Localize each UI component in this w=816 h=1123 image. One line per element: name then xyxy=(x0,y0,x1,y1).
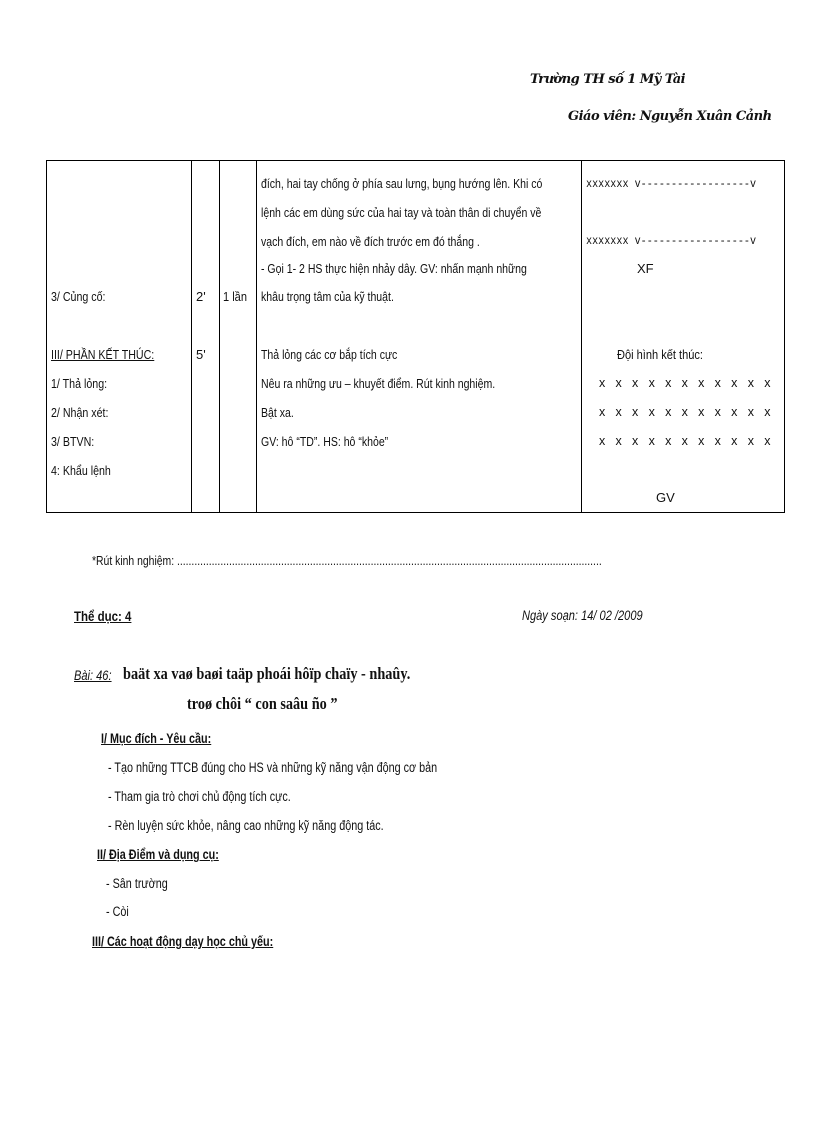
teacher-name: Giáo viên: Nguyễn Xuân Cảnh xyxy=(568,109,772,124)
list-item: 2/ Nhận xét: xyxy=(51,405,109,420)
content-line: Nêu ra những ưu – khuyết điểm. Rút kinh nghiệm. xyxy=(261,376,496,391)
cung-co-reps: 1 lần xyxy=(223,289,247,304)
content-line: đích, hai tay chống ở phía sau lưng, bụng hướng lên. Khi có xyxy=(261,176,543,191)
list-item: - Rèn luyện sức khỏe, nâng cao những kỹ năng động tác. xyxy=(108,818,384,833)
formation-title: Đội hình kết thúc: xyxy=(617,347,703,362)
gv-marker: GV xyxy=(656,490,675,505)
list-item: 3/ BTVN: xyxy=(51,434,95,449)
section-hoat-dong: III/ Các hoạt động dạy học chủ yếu: xyxy=(92,934,274,949)
lesson-title-line2: troø chôi “ con saâu ño ” xyxy=(187,694,338,713)
experience-line: *Rút kinh nghiệm: ................................................................................................................................................... xyxy=(92,553,602,568)
formation-row: x x x x x x x x x x x xyxy=(599,376,774,390)
bai-label: Bài: 46: xyxy=(74,668,112,683)
table-divider xyxy=(191,161,192,512)
formation-row: x x x x x x x x x x x xyxy=(599,434,774,448)
section-muc-dich: I/ Mục đích - Yêu cầu: xyxy=(101,731,212,746)
table-divider xyxy=(219,161,220,512)
cung-co-time: 2' xyxy=(196,289,206,304)
content-line: - Gọi 1- 2 HS thực hiện nhảy dây. GV: nhấn mạnh những xyxy=(261,261,527,276)
ket-thuc-time: 5' xyxy=(196,347,206,362)
race-formation-row: xxxxxxx v------------------v xyxy=(586,178,757,191)
table-divider xyxy=(581,161,582,512)
content-line: Bật xa. xyxy=(261,405,294,420)
table-divider xyxy=(256,161,257,512)
subject-label: Thể dục: 4 xyxy=(74,608,132,624)
list-item: - Tạo những TTCB đúng cho HS và những kỹ năng vận động cơ bản xyxy=(108,760,438,775)
content-line: lệnh các em dùng sức của hai tay và toàn thân di chuyển về xyxy=(261,205,542,220)
cung-co-label: 3/ Củng cố: xyxy=(51,289,106,304)
formation-row: x x x x x x x x x x x xyxy=(599,405,774,419)
lesson-title-line1: baät xa vaø baøi taäp phoái hôïp chaïy - nhaûy. xyxy=(123,664,411,683)
content-line: Thả lỏng các cơ bắp tích cực xyxy=(261,347,398,362)
lesson-table xyxy=(46,160,785,513)
list-item: - Tham gia trò chơi chủ động tích cực. xyxy=(108,789,291,804)
content-line: GV: hô “TD”. HS: hô “khỏe” xyxy=(261,434,389,449)
xf-marker: XF xyxy=(637,261,654,276)
list-item: - Sân trường xyxy=(106,876,168,891)
list-item: 1/ Thả lỏng: xyxy=(51,376,108,391)
date-label: Ngày soạn: 14/ 02 /2009 xyxy=(522,608,643,623)
list-item: - Còi xyxy=(106,904,129,919)
race-formation-row: xxxxxxx v------------------v xyxy=(586,235,757,248)
section-ket-thuc: III/ PHẦN KẾT THÚC: xyxy=(51,347,155,362)
list-item: 4: Khẩu lệnh xyxy=(51,463,111,478)
content-line: khâu trọng tâm của kỹ thuật. xyxy=(261,289,394,304)
section-dia-diem: II/ Địa Điểm và dụng cụ: xyxy=(97,847,219,862)
content-line: vạch đích, em nào về đích trước em đó thắng . xyxy=(261,234,480,249)
school-name: Trường TH số 1 Mỹ Tài xyxy=(530,72,686,87)
